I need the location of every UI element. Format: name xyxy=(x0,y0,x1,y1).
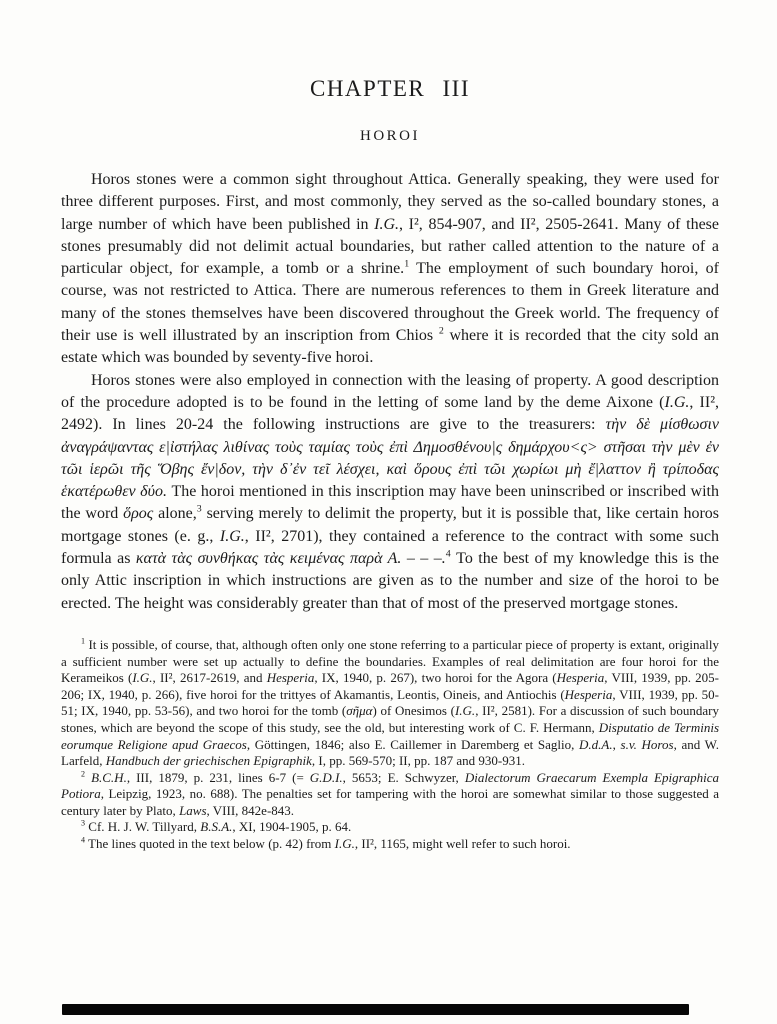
footnote-3: $^3$ Cf. H. J. W. Tillyard, B.S.A., XI, 1904-1905, p. 64. xyxy=(81,819,352,835)
scan-artifact-bar xyxy=(62,1004,689,1015)
paragraph-1: Horos stones were a common sight throughout Attica. Generally speaking, they were used for three different purposes. First, and most commonly, they served as the so-called boundary stones, a large number of which have been published in I.G., I², 854-907, and II², 2505-2641. Many of these stones presumably did not delimit actual boundaries, but rather called attention to the nature of a particular object, for example, a tomb or a shrine.$^1$ The employment of such boundary horoi, of course, was not restricted to Attica. There are numerous references to them in Greek literature and many of the stones themselves have been discovered throughout the Greek world. The frequency of their use is well illustrated by an inscription from Chios $^2$ where it is recorded that the city sold an estate which was bounded by seventy-five horoi. xyxy=(61,171,720,367)
section-title: HOROI xyxy=(360,128,420,144)
paragraph-2: Horos stones were also employed in connection with the leasing of property. A good description of the procedure adopted is to be found in the letting of some land by the deme Aixone (I.G., II², 2492). In lines 20-24 the following instructions are give to the treasurers: τὴν δὲ μίσθωσιν ἀναγράψαντας ε|ἰστήλας λιθίνας τοὺς ταμίας τοὺς ἐπὶ Δημοσθένου|ς δημάρχου<ς> στῆσαι τὴν μὲν ἐν τῶι ἱερῶι τῆς Ὅβης ἔν|δον, τὴν δ᾽ἐν τεῖ λέσχει, καὶ ὅρους ἐπὶ τῶι χωρίωι μὴ ἔ|λαττον ἢ τρίποδας ἑκατέρωθεν δύο. The horoi mentioned in this inscription may have been uninscribed or inscribed with the word ὅρος alone,$^3$ serving merely to delimit the property, but it is possible that, like certain horos mortgage stones (e. g., I.G., II², 2701), they contained a reference to the contract with some such formula as κατὰ τὰς συνθήκας τὰς κειμένας παρὰ Α. – – –.$^4$ To the best of my knowledge this is the only Attic inscription in which instructions are given as to the number and size of the horoi to be erected. The height was considerably greater than that of most of the preserved mortgage stones. xyxy=(61,371,720,612)
footnote-4: $^4$ The lines quoted in the text below (p. 42) from I.G., II², 1165, might well refer to such horoi. xyxy=(81,835,571,852)
footnotes-section xyxy=(61,637,719,853)
footnote-1: $^1$ It is possible, of course, that, although often only one stone referring to a particular piece of property is extant, originally a sufficient number were set up actually to define the boundaries. Examples of real delimitation are four horoi for the Kerameikos (I.G., II², 2617-2619, and Hesperia, IX, 1940, p. 267), two horoi for the Agora (Hesperia, VIII, 1939, pp. 205-206; IX, 1940, p. 266), five horoi for the trittyes of Akamantis, Leontis, Oineis, and Antiochis (Hesperia, VIII, 1939, pp. 50-51; IX, 1940, pp. 53-56), and two horoi for the tomb (σῆμα) of Onesimos (I.G., II², 2581). For a discussion of such boundary stones, which are beyond the scope of this study, see the old, but interesting work of C. F. Hermann, Disputatio de Terminis eorumque Religione apud Graecos, Göttingen, 1846; also E. Caillemer in Daremberg et Saglio, D.d.A., s.v. Horos, and W. Larfeld, Handbuch der griechischen Epigraphik, I, pp. 569-570; II, pp. 187 and 930-931. xyxy=(61,636,720,769)
footnote-2: $^2$ B.C.H., III, 1879, p. 231, lines 6-7 (= G.D.I., 5653; E. Schwyzer, Dialectorum Graecarum Exempla Epigraphica Potiora, Leipzig, 1923, no. 688). The penalties set for tampering with the horoi are somewhat similar to those suggested a century later by Plato, Laws, VIII, 842e-843. xyxy=(61,769,720,818)
chapter-title: CHAPTER III xyxy=(309,76,471,101)
